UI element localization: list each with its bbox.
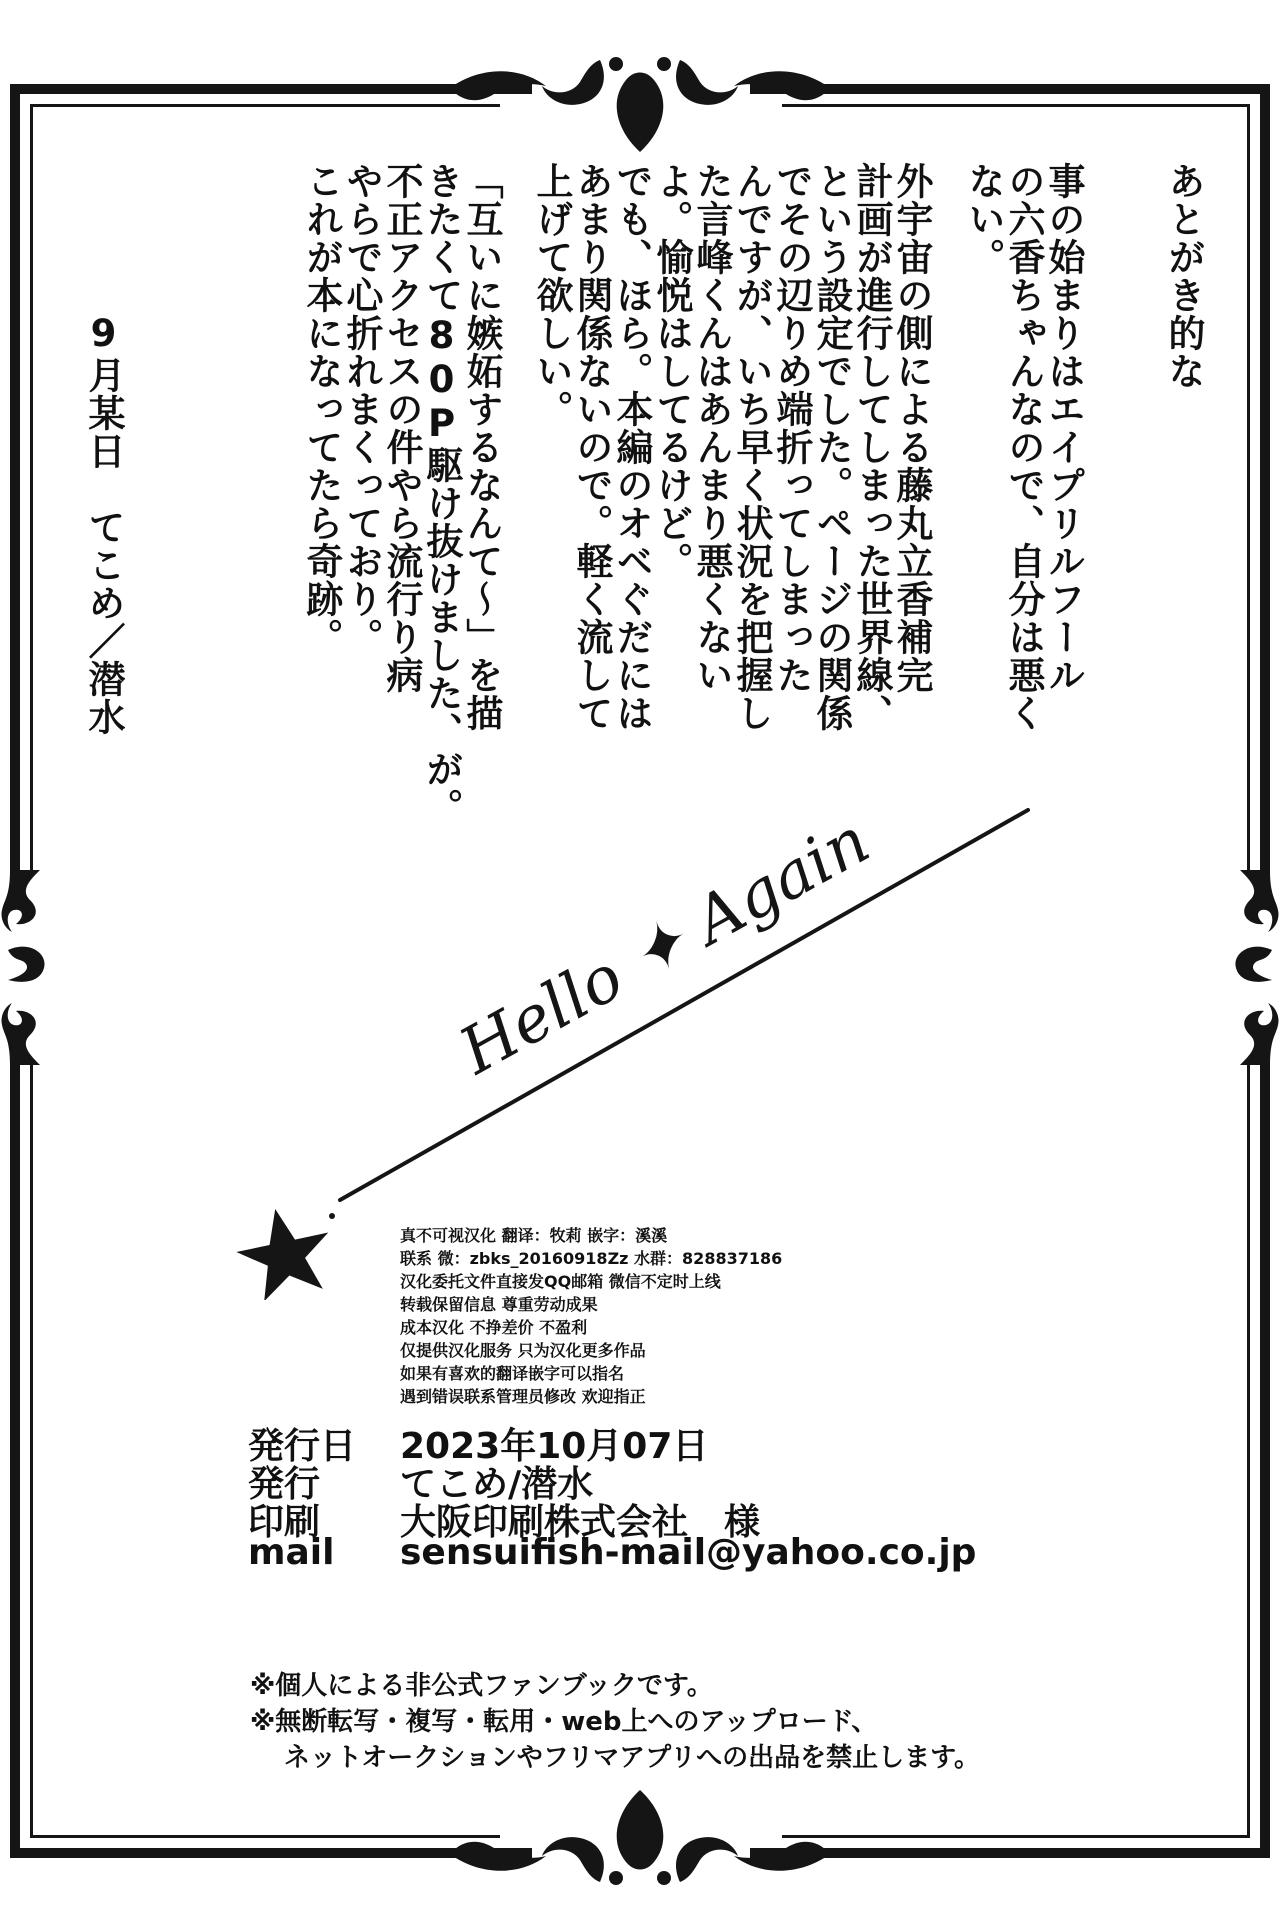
afterword-p3-line-5: これが本になってたら奇跡。 bbox=[300, 162, 343, 656]
afterword-p1-line-1: 事の始まりはエイプリルフール bbox=[1042, 162, 1085, 694]
afterword-p1-line-3: ない。 bbox=[962, 162, 1005, 276]
notice-line-fanbook: ※個人による非公式ファンブックです。 bbox=[250, 1671, 713, 1701]
colophon-value: sensuifish-mail@yahoo.co.jp bbox=[400, 1532, 977, 1573]
notice-line-no-reproduction: ※無断転写・複写・転用・web上へのアップロード、 bbox=[250, 1707, 878, 1737]
afterword-p2-line-4: でその辺りめ端折ってしまった bbox=[770, 162, 813, 694]
frame-inner-right-upper-line bbox=[1247, 104, 1250, 874]
afterword-p2-line-6: た言峰くんはあんまり悪くない bbox=[690, 162, 733, 694]
credit-line: 真不可视汉化 翻译：牧莉 嵌字：溪溪 bbox=[400, 1226, 668, 1245]
afterword-p3-line-2: きたくて80P駆け抜けました、が。 bbox=[420, 162, 463, 826]
shooting-star-icon bbox=[229, 1199, 339, 1300]
frame-inner-top-left-line bbox=[30, 104, 500, 107]
colophon-label: 発行 bbox=[248, 1464, 321, 1505]
colophon-label: 発行日 bbox=[248, 1426, 357, 1467]
translator-credits bbox=[400, 1223, 920, 1413]
shooting-star-tail bbox=[340, 810, 1028, 1200]
bottom-fleuron-ornament bbox=[450, 1780, 830, 1890]
frame-right-upper-line bbox=[1260, 84, 1270, 874]
credit-line: 如果有喜欢的翻译嵌字可以指名 bbox=[400, 1364, 625, 1383]
afterword-p1-line-2: の六香ちゃんなので、自分は悪く bbox=[1002, 162, 1045, 732]
colophon-value: てこめ/潜水 bbox=[400, 1464, 594, 1505]
afterword-p2-line-1: 外宇宙の側による藤丸立香補完 bbox=[890, 162, 933, 694]
afterword-signature: 9月某日 てこめ／潜水 bbox=[82, 312, 125, 736]
colophon-label: mail bbox=[248, 1532, 335, 1573]
frame-inner-bottom-left-line bbox=[30, 1835, 500, 1838]
credit-line: 汉化委托文件直接发QQ邮箱 微信不定时上线 bbox=[400, 1272, 721, 1291]
afterword-p2-line-3: という設定でした。ページの関係 bbox=[810, 162, 853, 732]
credit-line: 仅提供汉化服务 只为汉化更多作品 bbox=[400, 1341, 646, 1360]
frame-left-upper-line bbox=[10, 84, 20, 874]
frame-inner-top-right-line bbox=[782, 104, 1250, 107]
afterword-heading: あとがき的な bbox=[1162, 162, 1205, 390]
colophon bbox=[248, 1418, 1028, 1578]
afterword-p2-line-10: 上げて欲しい。 bbox=[530, 162, 573, 428]
afterword-p3-line-4: やらで心折れまくっており。 bbox=[340, 162, 383, 656]
frame-left-lower-line bbox=[10, 1060, 20, 1858]
colophon-value: 2023年10月07日 bbox=[400, 1426, 709, 1467]
top-fleuron-ornament bbox=[450, 52, 830, 162]
credit-line: 成本汉化 不挣差价 不盈利 bbox=[400, 1318, 588, 1337]
afterword-p3-line-3: 不正アクセスの件やら流行り病 bbox=[380, 162, 423, 694]
right-side-ornament bbox=[1220, 870, 1280, 1065]
frame-inner-left-lower-line bbox=[30, 1060, 33, 1838]
afterword-p3-line-1: 「互いに嫉妬するなんて～」を描 bbox=[460, 162, 503, 732]
colophon-value: 大阪印刷株式会社 様 bbox=[400, 1502, 761, 1543]
credit-line: 转载保留信息 尊重劳动成果 bbox=[400, 1295, 598, 1314]
afterword-p2-line-5: んですが、いち早く状況を把握し bbox=[730, 162, 773, 732]
shooting-star-dot bbox=[329, 1213, 335, 1219]
credit-line: 遇到错误联系管理员修改 欢迎指正 bbox=[400, 1387, 646, 1406]
hello-again-title: Hello ✦ Again bbox=[448, 804, 882, 1090]
credit-line: 联系 微：zbks_20160918Zz 水群：828837186 bbox=[400, 1249, 783, 1268]
shooting-star-graphic bbox=[220, 760, 1040, 1300]
left-side-ornament bbox=[0, 870, 60, 1065]
afterword-p2-line-7: よ。愉悦はしてるけど。 bbox=[650, 162, 693, 580]
afterword-p2-line-2: 計画が進行してしまった世界線、 bbox=[850, 162, 893, 732]
colophon-label: 印刷 bbox=[248, 1502, 321, 1543]
afterword-p2-line-8: でも、ほら。本編のオベぐだには bbox=[610, 162, 653, 732]
frame-inner-bottom-right-line bbox=[782, 1835, 1250, 1838]
notices bbox=[250, 1665, 1200, 1785]
frame-inner-left-upper-line bbox=[30, 104, 33, 874]
frame-right-lower-line bbox=[1260, 1060, 1270, 1858]
afterword-p2-line-9: あまり関係ないので。軽く流して bbox=[570, 162, 613, 732]
notice-line-no-resale: ネットオークションやフリマアプリへの出品を禁止します。 bbox=[284, 1743, 981, 1773]
frame-inner-right-lower-line bbox=[1247, 1060, 1250, 1838]
